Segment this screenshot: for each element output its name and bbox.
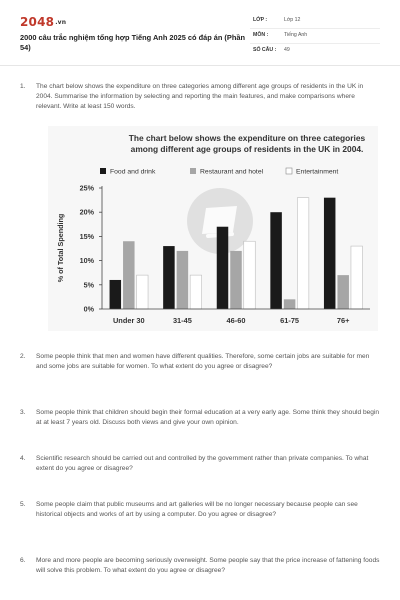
question-1 bbox=[20, 82, 380, 113]
document-title: 2000 câu trắc nghiệm tổng hợp Tiếng Anh 2025 có đáp án (Phần 54) bbox=[20, 33, 245, 52]
question-number: 4. bbox=[20, 455, 26, 462]
logo-suffix: .vn bbox=[55, 19, 67, 26]
chart-legend bbox=[100, 168, 338, 176]
y-tick-label: 25% bbox=[79, 183, 94, 193]
x-tick-label: 76+ bbox=[336, 316, 350, 325]
x-tick-label: Under 30 bbox=[112, 316, 145, 325]
meta-value: Tiếng Anh bbox=[284, 32, 308, 38]
bar-restaurant-and-hotel bbox=[230, 251, 242, 309]
bar-food-and-drink bbox=[110, 280, 122, 309]
page-header bbox=[0, 0, 400, 66]
y-tick-label: 20% bbox=[79, 207, 94, 217]
site-logo[interactable] bbox=[20, 15, 66, 29]
chart-title-line-2: among different age groups of residents in the UK in 2004. bbox=[130, 144, 364, 154]
bar-entertainment bbox=[137, 275, 149, 309]
question-text: Some people claim that public museums and art galleries will be no longer necessary because people can see historical objects and works of art by using a computer. Do you agree or disagree? bbox=[36, 501, 358, 519]
question-3 bbox=[20, 408, 380, 428]
question-number: 5. bbox=[20, 501, 26, 508]
bar-restaurant-and-hotel bbox=[284, 299, 296, 309]
bar-entertainment bbox=[297, 198, 309, 309]
legend-swatch bbox=[286, 168, 292, 174]
bar-food-and-drink bbox=[163, 246, 175, 309]
question-text: Scientific research should be carried out and controlled by the government rather than private companies. To what extent do you agree or disagree? bbox=[36, 455, 369, 473]
meta-label: LỚP : bbox=[253, 17, 268, 23]
bar-restaurant-and-hotel bbox=[123, 241, 135, 309]
meta-table bbox=[250, 14, 380, 59]
bar-restaurant-and-hotel bbox=[337, 275, 349, 309]
legend-swatch bbox=[100, 168, 106, 174]
question-number: 3. bbox=[20, 409, 26, 416]
chart-title-line-1: The chart below shows the expenditure on three categories bbox=[128, 133, 366, 143]
question-2 bbox=[20, 352, 380, 372]
logo-text: 2048 bbox=[20, 15, 55, 29]
bar-food-and-drink bbox=[270, 212, 282, 309]
question-text: Some people think that men and women have different qualities. Therefore, some certain jobs are suitable for men and some jobs are suitable for women. To what extent do you agree or disagree? bbox=[36, 353, 370, 371]
bar-chart bbox=[48, 126, 378, 331]
y-tick-label: 5% bbox=[83, 280, 94, 290]
meta-value: Lớp 12 bbox=[284, 17, 301, 23]
x-tick-label: 46-60 bbox=[226, 316, 246, 325]
legend-label: Entertainment bbox=[296, 168, 339, 176]
bar-entertainment bbox=[190, 275, 202, 309]
bar-food-and-drink bbox=[217, 227, 229, 309]
bar-entertainment bbox=[244, 241, 256, 309]
y-axis-label: % of Total Spending bbox=[56, 213, 65, 283]
meta-value: 49 bbox=[284, 47, 290, 53]
y-axis bbox=[80, 184, 102, 314]
question-text: Some people think that children should begin their formal education at a very early age. Some think they should begin at at least 7 years old. Discuss both views and give your own opinion. bbox=[36, 409, 380, 427]
y-tick-label: 0% bbox=[83, 304, 94, 314]
x-tick-label: 31-45 bbox=[172, 316, 192, 325]
y-tick-label: 15% bbox=[79, 231, 94, 241]
question-text: The chart below shows the expenditure on three categories among different age groups of residents in the UK in 2004. Summarise the information by selecting and reporting the main features, and make comparisons where relevant. Write at least 150 words. bbox=[36, 83, 364, 111]
question-number: 6. bbox=[20, 557, 26, 564]
x-tick-label: 61-75 bbox=[280, 316, 300, 325]
question-4 bbox=[20, 454, 380, 474]
x-axis bbox=[102, 309, 370, 325]
legend-label: Restaurant and hotel bbox=[200, 168, 264, 176]
meta-label: MÔN : bbox=[253, 32, 269, 38]
meta-row-class bbox=[250, 14, 380, 29]
bar-restaurant-and-hotel bbox=[177, 251, 189, 309]
question-number: 1. bbox=[20, 83, 26, 90]
meta-label: SỐ CÂU : bbox=[253, 47, 277, 53]
legend-label: Food and drink bbox=[110, 168, 156, 176]
question-number: 2. bbox=[20, 353, 26, 360]
legend-swatch bbox=[190, 168, 196, 174]
question-5 bbox=[20, 500, 380, 520]
bar-food-and-drink bbox=[324, 198, 336, 309]
meta-row-count bbox=[250, 44, 380, 59]
bar-entertainment bbox=[351, 246, 363, 309]
y-tick-label: 10% bbox=[79, 256, 94, 266]
question-text: More and more people are becoming seriously overweight. Some people say that the price increase of fattening foods will solve this problem. To what extent do you agree or disagree? bbox=[36, 557, 380, 575]
question-6 bbox=[20, 556, 380, 576]
meta-row-subject bbox=[250, 29, 380, 44]
chart-figure bbox=[48, 126, 378, 331]
